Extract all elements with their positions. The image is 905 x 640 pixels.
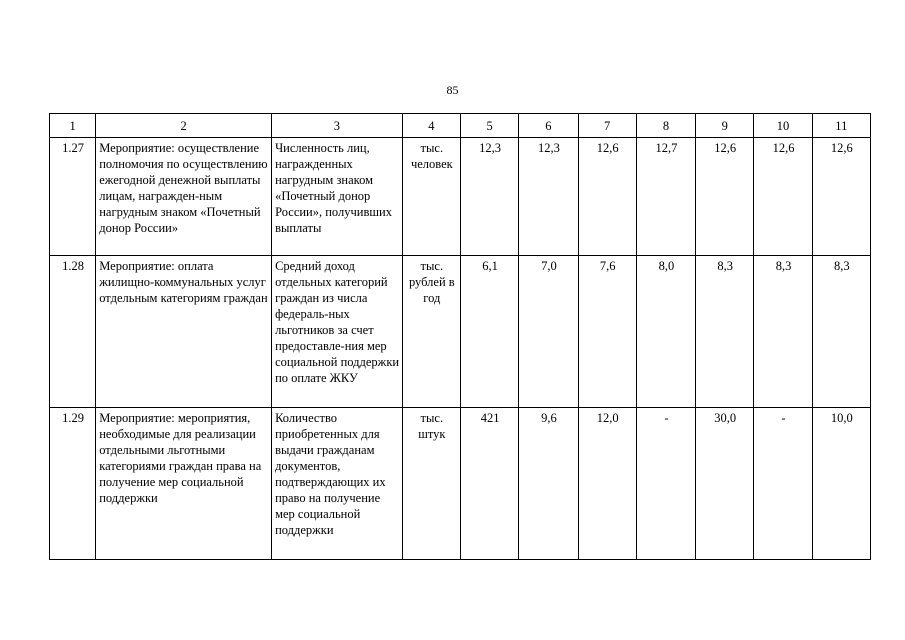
value-cell: - xyxy=(754,408,812,560)
column-header: 2 xyxy=(96,114,272,138)
row-id: 1.29 xyxy=(50,408,96,560)
value-cell: 9,6 xyxy=(519,408,578,560)
value-cell: 12,6 xyxy=(696,138,754,256)
row-id: 1.27 xyxy=(50,138,96,256)
table-row xyxy=(50,138,871,256)
unit-cell: тыс. человек xyxy=(402,138,460,256)
indicator-cell: Средний доход отдельных категорий граждан из числа федераль-ных льготников за счет предоставле-ния мер социальной поддержки по оплате ЖКУ xyxy=(272,256,403,408)
value-cell: 12,6 xyxy=(578,138,636,256)
value-cell: 12,3 xyxy=(460,138,518,256)
value-cell: 8,3 xyxy=(696,256,754,408)
value-cell: 7,6 xyxy=(578,256,636,408)
column-header: 5 xyxy=(460,114,518,138)
value-cell: 8,3 xyxy=(812,256,870,408)
value-cell: 421 xyxy=(460,408,518,560)
column-header: 1 xyxy=(50,114,96,138)
header-row xyxy=(50,114,871,138)
value-cell: 10,0 xyxy=(812,408,870,560)
unit-cell: тыс. рублей в год xyxy=(402,256,460,408)
column-header: 11 xyxy=(812,114,870,138)
column-header: 4 xyxy=(402,114,460,138)
value-cell: 7,0 xyxy=(519,256,578,408)
table-row xyxy=(50,408,871,560)
column-header: 7 xyxy=(578,114,636,138)
value-cell: 8,0 xyxy=(636,256,695,408)
value-cell: - xyxy=(636,408,695,560)
activity-cell: Мероприятие: мероприятия, необходимые для реализации отдельными льготными категориями граждан права на получение мер социальной поддержки xyxy=(96,408,272,560)
column-header: 6 xyxy=(519,114,578,138)
column-header: 3 xyxy=(272,114,403,138)
value-cell: 12,6 xyxy=(754,138,812,256)
column-header: 8 xyxy=(636,114,695,138)
indicator-cell: Количество приобретенных для выдачи гражданам документов, подтверждающих их право на получение мер социальной поддержки xyxy=(272,408,403,560)
value-cell: 12,0 xyxy=(578,408,636,560)
unit-cell: тыс. штук xyxy=(402,408,460,560)
value-cell: 30,0 xyxy=(696,408,754,560)
activity-cell: Мероприятие: осуществление полномочия по осуществлению ежегодной денежной выплаты лицам, награжден-ным нагрудным знаком «Почетный донор России» xyxy=(96,138,272,256)
value-cell: 8,3 xyxy=(754,256,812,408)
row-id: 1.28 xyxy=(50,256,96,408)
indicators-table xyxy=(49,113,871,560)
value-cell: 6,1 xyxy=(460,256,518,408)
value-cell: 12,6 xyxy=(812,138,870,256)
table-row xyxy=(50,256,871,408)
value-cell: 12,7 xyxy=(636,138,695,256)
indicator-cell: Численность лиц, награжденных нагрудным знаком «Почетный донор России», получивших выплаты xyxy=(272,138,403,256)
activity-cell: Мероприятие: оплата жилищно-коммунальных услуг отдельным категориям граждан xyxy=(96,256,272,408)
value-cell: 12,3 xyxy=(519,138,578,256)
page-number: 85 xyxy=(446,83,459,97)
column-header: 10 xyxy=(754,114,812,138)
column-header: 9 xyxy=(696,114,754,138)
